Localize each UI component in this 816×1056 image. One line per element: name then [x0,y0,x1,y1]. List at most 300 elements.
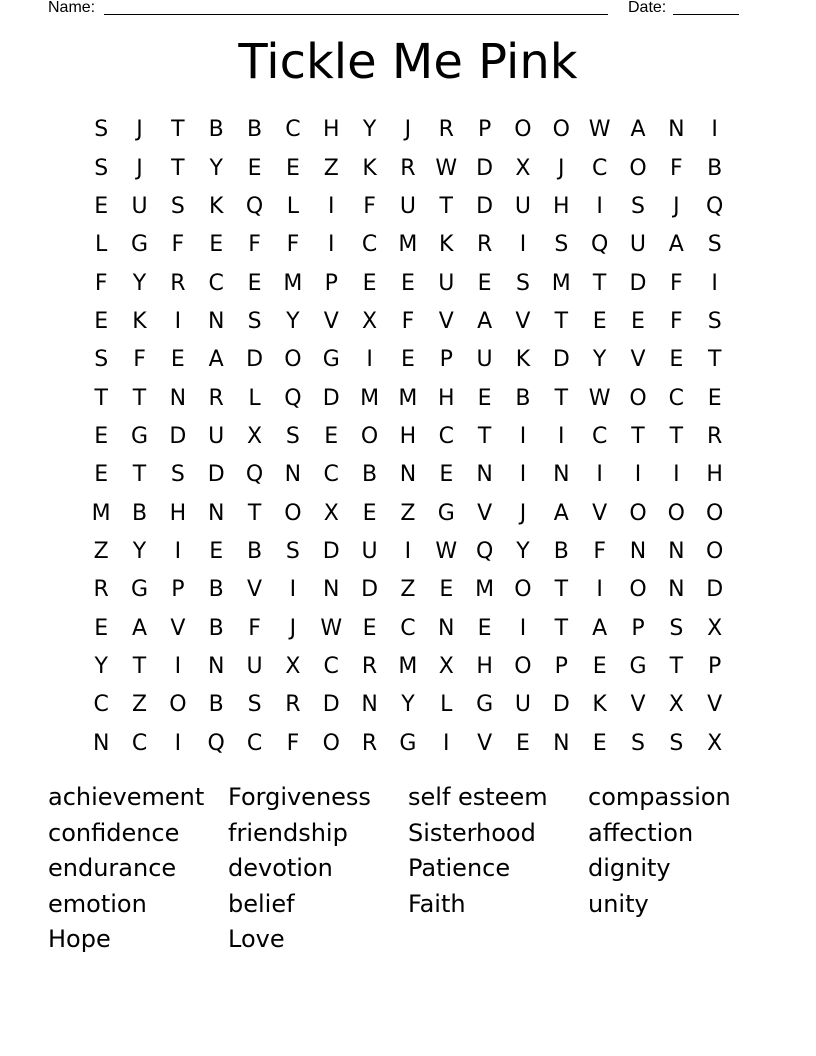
grid-letter: R [707,423,723,449]
grid-letter: F [286,730,300,756]
grid-letter: B [208,615,224,641]
grid-letter: R [93,577,109,603]
grid-letter: S [170,462,185,488]
grid-letter: T [247,500,262,526]
grid-letter: O [552,117,570,143]
grid-letter: N [668,538,685,564]
grid-letter: C [246,730,263,756]
grid-letter: R [476,232,493,258]
grid-letter: O [169,692,187,718]
grid-letter: S [631,730,645,756]
grid-letter: C [400,615,416,641]
grid-letter: Q [245,462,264,488]
grid-letter: E [209,538,224,564]
name-label: Name: [48,0,96,16]
grid-letter: A [592,615,608,641]
grid-letter: Y [286,308,300,334]
grid-letter: E [170,347,185,373]
grid-letter: T [132,462,147,488]
grid-letter: T [592,270,607,296]
grid-letter: E [285,155,300,181]
grid-letter: G [476,692,494,718]
grid-letter: S [554,232,569,258]
grid-letter: S [94,117,109,143]
grid-letter: T [171,117,185,143]
grid-letter: E [592,730,607,756]
grid-letter: D [246,347,264,373]
grid-letter: F [670,270,683,296]
grid-letter: I [519,615,527,641]
grid-letter: Q [245,193,264,219]
grid-letter: W [320,615,343,641]
grid-letter: F [171,232,185,258]
grid-letter: A [553,500,569,526]
word-list-item: dignity [588,854,671,882]
grid-letter: T [631,423,645,449]
grid-letter: T [554,615,569,641]
grid-letter: E [477,270,492,296]
grid-letter: T [132,653,147,679]
grid-letter: C [668,385,685,411]
grid-letter: G [629,653,647,679]
grid-letter: I [596,577,603,603]
grid-letter: X [707,730,723,756]
header [48,0,748,20]
word-list-item: Forgiveness [228,783,371,811]
grid-letter: O [667,500,685,526]
grid-letter: O [322,730,340,756]
grid-letter: A [131,615,148,641]
grid-letter: W [435,538,458,564]
grid-letter: P [708,653,722,679]
grid-letter: J [519,500,527,526]
grid-letter: Y [132,538,147,564]
grid-letter: A [477,308,493,334]
grid-letter: O [629,155,647,181]
grid-letter: I [443,730,450,756]
grid-letter: I [404,538,412,564]
grid-letter: U [399,193,416,219]
grid-letter: V [477,500,493,526]
grid-letter: D [552,692,570,718]
grid-letter: O [629,577,647,603]
grid-letter: C [438,423,454,449]
grid-letter: D [552,347,570,373]
grid-letter: T [554,577,569,603]
grid-letter: D [207,462,225,488]
grid-letter: Y [592,347,607,373]
grid-letter: X [285,653,301,679]
grid-letter: N [668,577,685,603]
grid-letter: I [519,462,527,488]
grid-letter: A [208,347,224,373]
grid-letter: J [673,193,680,219]
grid-letter: E [362,615,377,641]
grid-letter: V [630,692,646,718]
grid-letter: C [591,423,608,449]
grid-letter: I [634,462,642,488]
grid-letter: V [707,692,723,718]
grid-letter: F [286,232,300,258]
word-list-item: Sisterhood [408,818,536,847]
grid-letter: O [629,385,647,411]
grid-letter: V [592,500,608,526]
grid-letter: S [669,730,684,756]
grid-letter: N [438,615,455,641]
grid-letter: O [514,117,532,143]
word-list-item: confidence [48,818,180,847]
grid-letter: S [285,538,300,564]
grid-letter: N [169,385,187,411]
grid-letter: G [322,347,340,373]
grid-letter: E [592,653,607,679]
word-list-item: affection [588,818,694,847]
grid-letter: I [327,193,335,219]
word-list-item: friendship [228,818,348,847]
letter-grid [82,111,734,763]
grid-letter: P [631,615,645,641]
grid-letter: E [477,385,492,411]
grid-letter: C [208,270,224,296]
grid-letter: W [435,155,458,181]
grid-letter: F [670,155,683,181]
grid-letter: I [289,577,297,603]
word-list-item: achievement [48,783,205,811]
grid-letter: X [515,155,531,181]
page-title: Tickle Me Pink [238,34,578,90]
grid-letter: H [437,385,455,411]
grid-letter: I [558,423,565,449]
grid-letter: F [133,347,146,373]
grid-letter: S [707,232,722,258]
grid-letter: U [246,653,263,679]
word-list-item: unity [588,889,649,918]
grid-letter: P [554,653,568,679]
grid-letter: P [324,270,338,296]
grid-letter: E [324,423,339,449]
grid-letter: U [476,347,493,373]
grid-letter: D [706,577,724,603]
grid-letter: L [95,232,108,258]
grid-letter: W [588,385,611,411]
grid-letter: J [558,155,565,181]
grid-letter: H [169,500,187,526]
grid-letter: E [94,615,109,641]
grid-letter: N [361,692,378,718]
grid-letter: V [247,577,263,603]
grid-letter: T [477,423,492,449]
grid-letter: T [439,193,453,219]
grid-letter: B [208,692,224,718]
grid-letter: H [553,193,570,219]
grid-letter: E [439,462,454,488]
grid-letter: K [439,232,454,258]
grid-letter: O [706,538,724,564]
date-line [673,0,739,15]
grid-letter: L [248,385,261,411]
grid-letter: R [361,730,378,756]
grid-letter: U [208,423,225,449]
grid-letter: N [553,462,570,488]
grid-letter: V [477,730,493,756]
grid-letter: E [707,385,722,411]
grid-letter: N [207,653,225,679]
grid-letter: Z [131,692,148,718]
grid-letter: D [476,193,494,219]
grid-letter: O [629,500,647,526]
grid-letter: H [476,653,493,679]
grid-letter: R [208,385,224,411]
grid-letter: D [476,155,494,181]
grid-letter: J [136,155,143,181]
grid-letter: M [283,270,303,296]
grid-letter: E [209,232,224,258]
grid-letter: I [174,730,182,756]
grid-letter: Z [400,500,416,526]
grid-letter: B [247,538,263,564]
grid-letter: F [248,232,261,258]
grid-letter: B [707,155,723,181]
grid-letter: E [247,270,262,296]
word-list-item: self esteem [408,783,548,811]
grid-letter: B [208,577,224,603]
grid-letter: E [94,462,109,488]
grid-letter: F [670,308,683,334]
grid-letter: N [629,538,647,564]
grid-letter: R [285,692,301,718]
grid-letter: S [170,193,185,219]
grid-letter: F [248,615,261,641]
grid-letter: N [92,730,110,756]
grid-letter: R [400,155,416,181]
grid-letter: S [631,193,645,219]
grid-letter: E [400,270,415,296]
grid-letter: T [554,308,569,334]
grid-letter: T [94,385,108,411]
word-list-item: Faith [408,889,466,918]
grid-letter: E [631,308,645,334]
grid-letter: B [247,117,263,143]
grid-letter: P [477,117,492,143]
grid-letter: I [174,308,182,334]
grid-letter: S [247,308,262,334]
grid-letter: R [361,653,378,679]
grid-letter: E [477,615,492,641]
grid-letter: N [476,462,493,488]
grid-letter: D [361,577,379,603]
grid-letter: D [629,270,647,296]
grid-letter: V [630,347,646,373]
grid-letter: X [707,615,723,641]
grid-letter: R [170,270,186,296]
grid-letter: G [399,730,417,756]
grid-letter: E [669,347,684,373]
grid-letter: T [554,385,569,411]
grid-letter: D [322,385,340,411]
grid-letter: I [174,538,182,564]
grid-letter: M [91,500,111,526]
grid-letter: I [596,462,603,488]
grid-letter: O [284,347,302,373]
grid-letter: O [514,653,532,679]
grid-letter: I [174,653,182,679]
grid-letter: N [323,577,340,603]
grid-letter: O [284,500,302,526]
grid-letter: T [669,653,684,679]
grid-letter: U [131,193,148,219]
date-label: Date: [628,0,667,16]
grid-letter: Q [706,193,724,219]
word-list-item: Hope [48,925,111,953]
word-list-item: Love [228,925,285,953]
grid-letter: Y [362,117,377,143]
grid-letter: Y [132,270,147,296]
grid-letter: E [592,308,607,334]
grid-letter: Q [207,730,225,756]
grid-letter: Z [400,577,416,603]
grid-letter: A [668,232,684,258]
grid-letter: N [668,117,685,143]
grid-letter: Y [401,692,415,718]
word-list [48,780,768,958]
grid-letter: X [668,692,684,718]
grid-letter: G [437,500,455,526]
grid-letter: G [130,423,149,449]
grid-letter: I [711,117,718,143]
word-list-item: belief [228,889,295,918]
grid-letter: D [169,423,187,449]
grid-letter: E [94,308,109,334]
grid-letter: M [398,385,418,411]
grid-letter: X [247,423,263,449]
grid-letter: B [515,385,531,411]
grid-letter: I [519,423,527,449]
grid-letter: J [136,117,143,143]
grid-letter: Z [93,538,109,564]
grid-letter: V [323,308,339,334]
grid-letter: J [404,117,412,143]
grid-letter: F [593,538,606,564]
grid-letter: U [629,232,647,258]
grid-letter: D [322,692,340,718]
grid-letter: G [130,577,149,603]
grid-letter: I [366,347,373,373]
grid-letter: R [438,117,454,143]
grid-letter: K [362,155,377,181]
grid-letter: S [247,692,262,718]
grid-letter: O [706,500,724,526]
grid-letter: I [596,193,603,219]
grid-letter: E [362,500,377,526]
grid-letter: O [360,423,379,449]
grid-letter: Y [516,538,530,564]
grid-letter: E [439,577,454,603]
grid-letter: D [322,538,340,564]
grid-letter: C [323,462,339,488]
grid-letter: B [553,538,569,564]
grid-letter: C [323,653,339,679]
grid-letter: I [673,462,680,488]
grid-letter: U [361,538,378,564]
grid-letter: Q [284,385,302,411]
grid-letter: J [289,615,297,641]
word-list-item: Patience [408,854,511,882]
grid-letter: N [207,500,225,526]
grid-letter: N [553,730,570,756]
grid-letter: B [208,117,224,143]
grid-letter: M [551,270,571,296]
grid-letter: X [362,308,378,334]
grid-letter: S [669,615,684,641]
grid-letter: M [475,577,495,603]
word-list-item: emotion [48,889,147,918]
grid-letter: E [516,730,530,756]
grid-letter: F [401,308,415,334]
grid-letter: L [286,193,300,219]
grid-letter: V [515,308,531,334]
grid-letter: Q [475,538,494,564]
grid-letter: B [131,500,148,526]
grid-letter: G [130,232,149,258]
grid-letter: F [94,270,108,296]
grid-letter: C [131,730,148,756]
grid-letter: U [514,193,531,219]
grid-letter: U [438,270,455,296]
grid-letter: K [132,308,147,334]
grid-letter: E [94,193,109,219]
grid-letter: U [514,692,531,718]
grid-letter: M [360,385,380,411]
word-list-item: devotion [228,854,333,882]
grid-letter: T [132,385,147,411]
grid-letter: E [400,347,415,373]
grid-letter: C [285,117,301,143]
grid-letter: N [284,462,302,488]
grid-letter: W [588,117,611,143]
grid-letter: T [171,155,185,181]
grid-letter: E [247,155,262,181]
grid-letter: K [592,692,607,718]
grid-letter: M [398,232,418,258]
grid-letter: E [94,423,109,449]
grid-letter: K [208,193,224,219]
grid-letter: V [438,308,454,334]
grid-letter: M [398,653,418,679]
grid-letter: F [363,193,376,219]
grid-letter: I [711,270,718,296]
grid-letter: N [207,308,225,334]
grid-letter: T [707,347,722,373]
word-list-item: endurance [48,854,177,882]
grid-letter: T [669,423,684,449]
name-line [104,0,608,15]
grid-letter: Y [94,653,108,679]
grid-letter: H [706,462,723,488]
grid-letter: A [630,117,646,143]
grid-letter: V [170,615,186,641]
grid-letter: Y [209,155,223,181]
grid-letter: H [322,117,340,143]
grid-letter: E [362,270,377,296]
grid-letter: S [285,423,300,449]
grid-letter: I [327,232,335,258]
grid-letter: H [399,423,417,449]
grid-letter: Z [323,155,339,181]
grid-letter: P [439,347,453,373]
grid-letter: X [438,653,454,679]
grid-letter: S [707,308,722,334]
grid-letter: C [591,155,608,181]
